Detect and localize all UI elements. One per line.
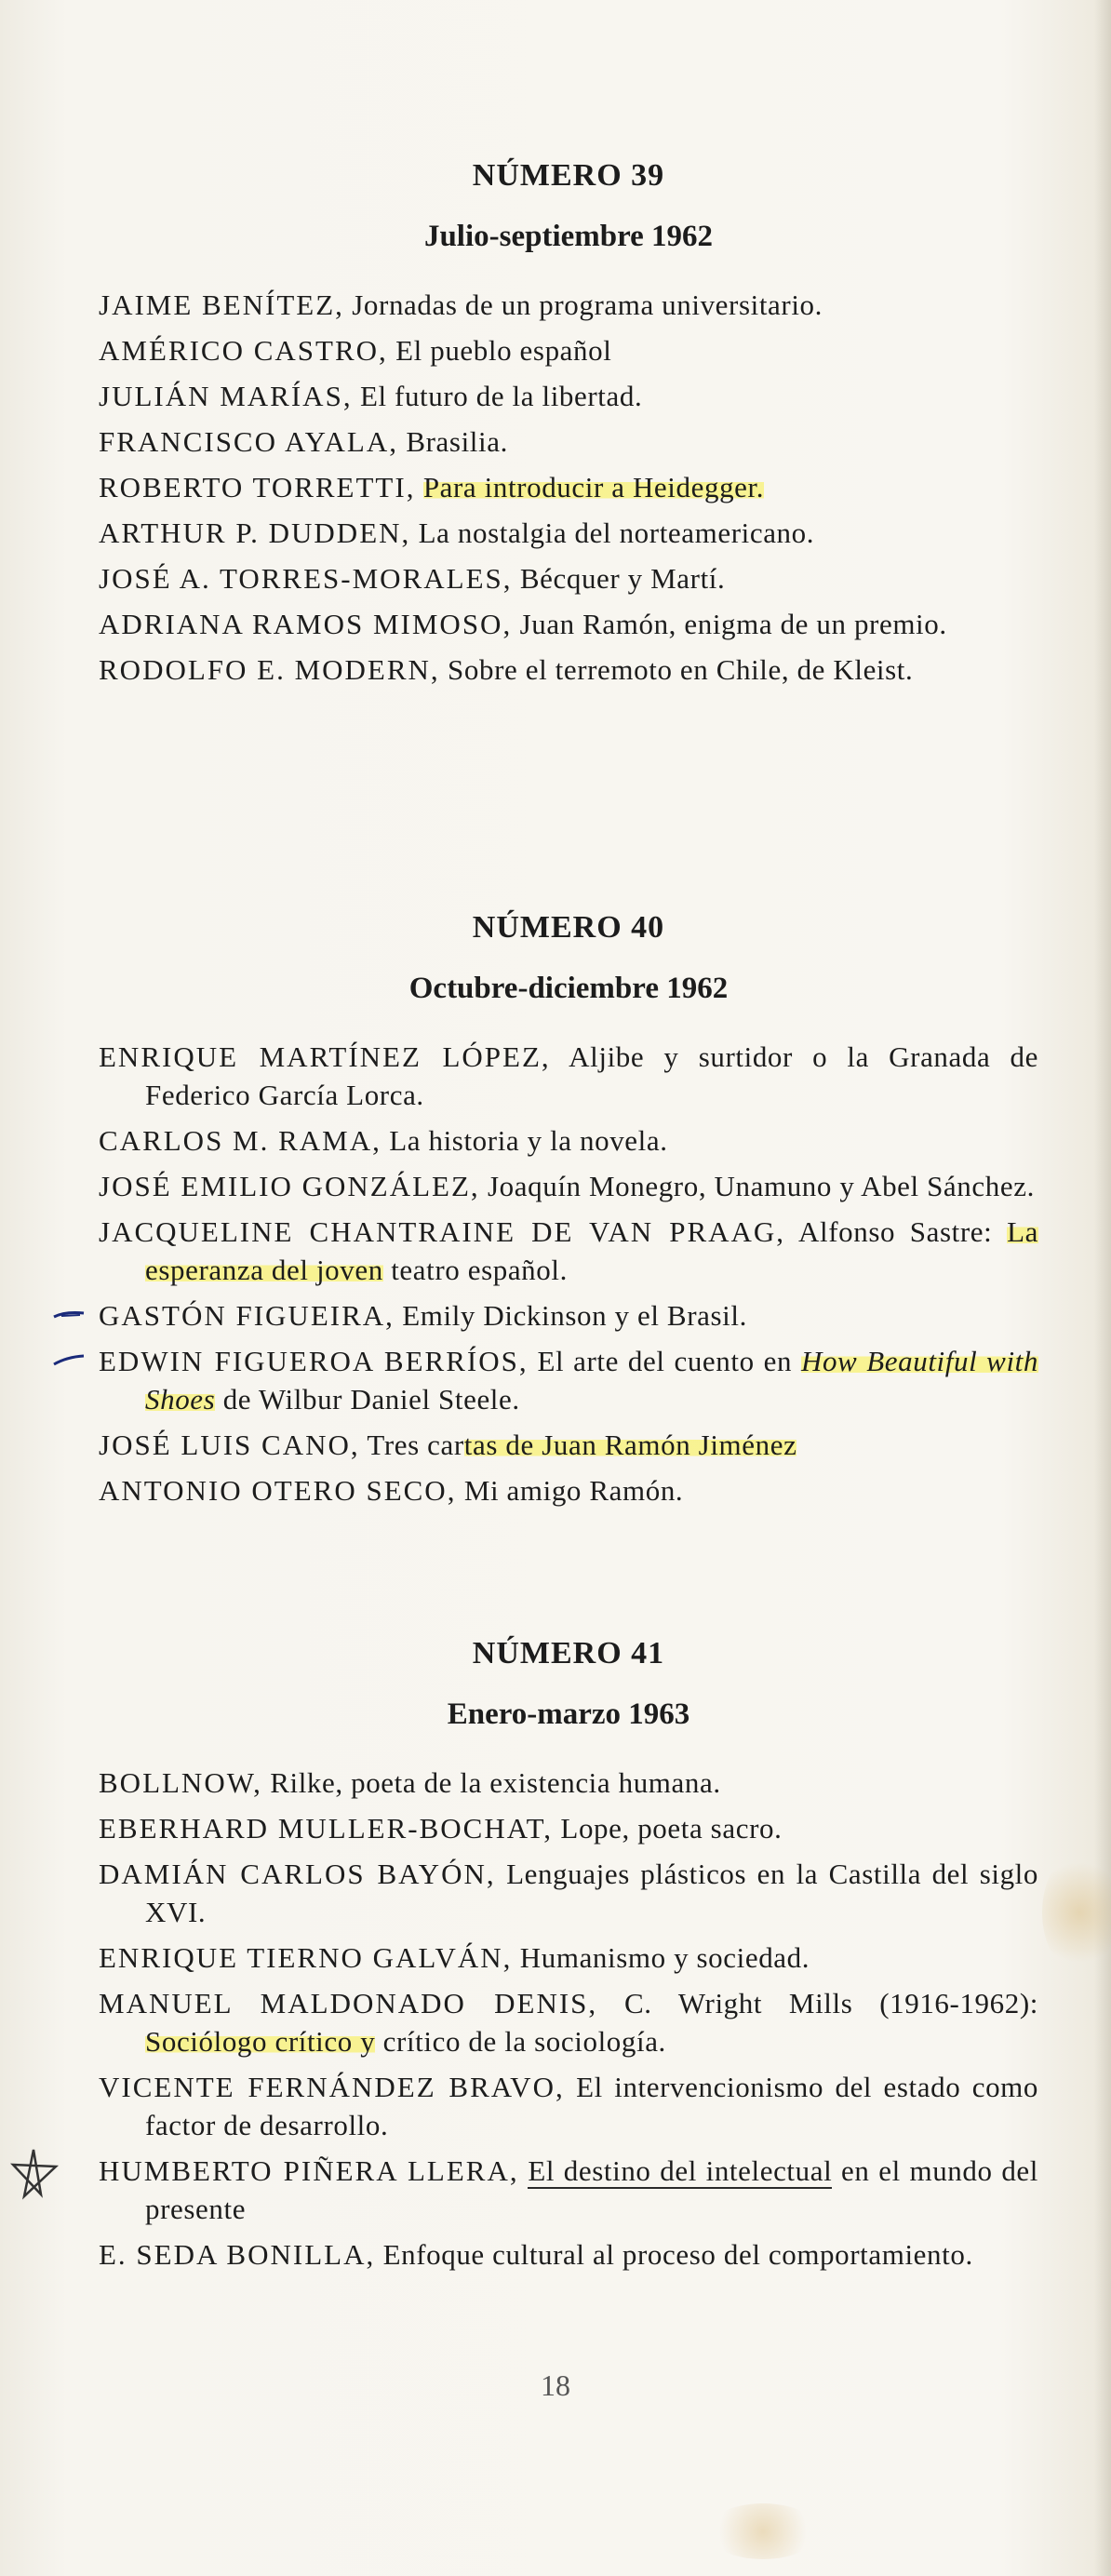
entry-author: VICENTE FERNÁNDEZ BRAVO, bbox=[99, 2071, 565, 2103]
page-number: 18 bbox=[541, 2368, 570, 2402]
entry-title: El pueblo español bbox=[395, 334, 612, 367]
toc-entry bbox=[99, 423, 1038, 461]
entry-title: El futuro de la libertad. bbox=[359, 380, 643, 412]
toc-entry bbox=[99, 1296, 1038, 1335]
toc-entry bbox=[99, 1984, 1038, 2060]
toc-entry bbox=[99, 1764, 1038, 1802]
entry-title: Lenguajes plásticos en la Castilla del siglo XVI. bbox=[145, 1858, 1038, 1928]
entry-author: DAMIÁN CARLOS BAYÓN, bbox=[99, 1858, 496, 1890]
entry-title: Jornadas de un programa universitario. bbox=[352, 288, 823, 321]
issue-number-heading: NÚMERO 39 bbox=[472, 158, 665, 193]
entry-title: El intervencionismo del estado como factor de desarrollo. bbox=[145, 2071, 1038, 2141]
entry-author: ENRIQUE MARTÍNEZ LÓPEZ, bbox=[99, 1040, 551, 1073]
entry-author: AMÉRICO CASTRO, bbox=[99, 334, 388, 367]
entry-title: C. Wright Mills (1916-1962): bbox=[624, 1987, 1038, 2019]
entry-title: Brasilia. bbox=[406, 425, 508, 458]
entry-title: Humanismo y sociedad. bbox=[519, 1941, 810, 1974]
entry-title: Enfoque cultural al proceso del comportamiento. bbox=[382, 2238, 973, 2271]
entry-title: Rilke, poeta de la existencia humana. bbox=[270, 1766, 721, 1799]
entry-title: Juan Ramón, enigma de un premio. bbox=[519, 608, 947, 640]
entry-title-highlighted: tas de Juan Ramón Jiménez bbox=[463, 1429, 797, 1461]
entry-author: RODOLFO E. MODERN, bbox=[99, 653, 440, 686]
paper-stain bbox=[1042, 1852, 1111, 1973]
toc-entry bbox=[99, 331, 1038, 369]
entry-title-highlighted: Para introducir a Heidegger. bbox=[422, 471, 765, 503]
toc-entry bbox=[99, 1471, 1038, 1509]
entry-title-italic: How Beautiful with Shoes bbox=[145, 1345, 1038, 1415]
toc-entry bbox=[99, 651, 1038, 689]
toc-entry bbox=[99, 1167, 1038, 1205]
entry-title: Alfonso Sastre: bbox=[798, 1215, 993, 1248]
entry-author: BOLLNOW, bbox=[99, 1766, 262, 1799]
entry-author: JACQUELINE CHANTRAINE DE VAN PRAAG, bbox=[99, 1215, 786, 1248]
toc-entry bbox=[99, 377, 1038, 415]
entry-title: Sobre el terremoto en Chile, de Kleist. bbox=[448, 653, 914, 686]
toc-entry bbox=[99, 605, 1038, 643]
entry-title: Joaquín Monegro, Unamuno y Abel Sánchez. bbox=[488, 1170, 1035, 1202]
toc-entry bbox=[99, 1426, 1038, 1464]
issue-number-heading: NÚMERO 40 bbox=[472, 910, 665, 945]
entry-author: EBERHARD MULLER-BOCHAT, bbox=[99, 1812, 554, 1845]
toc-entry bbox=[99, 1809, 1038, 1847]
entry-author: JOSÉ A. TORRES-MORALES, bbox=[99, 562, 513, 595]
issue-date-heading: Julio-septiembre 1962 bbox=[423, 220, 714, 253]
issue-number-heading: NÚMERO 41 bbox=[472, 1636, 665, 1670]
entry-title: La nostalgia del norteamericano. bbox=[418, 517, 815, 549]
pen-check-mark-icon bbox=[52, 1353, 86, 1366]
entry-title: Mi amigo Ramón. bbox=[463, 1474, 684, 1507]
issue-section-41 bbox=[99, 1636, 1038, 2281]
toc-entry bbox=[99, 1939, 1038, 1977]
toc-entry bbox=[99, 2068, 1038, 2144]
entry-author: JAIME BENÍTEZ, bbox=[99, 288, 344, 321]
entry-title: Emily Dickinson y el Brasil. bbox=[402, 1299, 747, 1332]
issue-date-heading: Octubre-diciembre 1962 bbox=[408, 972, 729, 1005]
entry-title: La historia y la novela. bbox=[389, 1124, 668, 1157]
entry-title-highlighted: La esperanza del joven bbox=[145, 1215, 1038, 1286]
entry-title: Tres car bbox=[367, 1429, 464, 1461]
entry-author: ANTONIO OTERO SECO, bbox=[99, 1474, 457, 1507]
entry-author: CARLOS M. RAMA, bbox=[99, 1124, 381, 1157]
entry-title: de Wilbur Daniel Steele. bbox=[222, 1383, 520, 1415]
toc-entry bbox=[99, 1342, 1038, 1418]
entry-title: crítico de la sociología. bbox=[382, 2025, 666, 2058]
paper-stain bbox=[707, 2503, 819, 2559]
pen-check-mark-icon bbox=[52, 1308, 86, 1321]
entry-title-highlighted: Sociólogo crítico y bbox=[145, 2025, 376, 2058]
entry-author: EDWIN FIGUEROA BERRÍOS, bbox=[99, 1345, 529, 1377]
issue-section-39 bbox=[99, 158, 1038, 696]
toc-entry bbox=[99, 1213, 1038, 1289]
toc-entry bbox=[99, 1121, 1038, 1160]
entry-author: JOSÉ LUIS CANO, bbox=[99, 1429, 360, 1461]
toc-entry bbox=[99, 1038, 1038, 1114]
entry-author: ENRIQUE TIERNO GALVÁN, bbox=[99, 1941, 513, 1974]
toc-entry bbox=[99, 286, 1038, 324]
issue-section-40 bbox=[99, 910, 1038, 1517]
toc-entry bbox=[99, 2235, 1038, 2274]
entry-author: FRANCISCO AYALA, bbox=[99, 425, 398, 458]
entry-title: Lope, poeta sacro. bbox=[560, 1812, 783, 1845]
entry-author: ADRIANA RAMOS MIMOSO, bbox=[99, 608, 513, 640]
toc-entry bbox=[99, 559, 1038, 597]
entry-author: JOSÉ EMILIO GONZÁLEZ, bbox=[99, 1170, 480, 1202]
entry-author: GASTÓN FIGUEIRA, bbox=[99, 1299, 395, 1332]
entry-title: en el mundo del presente bbox=[145, 2154, 1038, 2225]
entry-author: ROBERTO TORRETTI, bbox=[99, 471, 416, 503]
entry-author: MANUEL MALDONADO DENIS, bbox=[99, 1987, 598, 2019]
toc-entry bbox=[99, 514, 1038, 552]
toc-entry bbox=[99, 2152, 1038, 2228]
entry-author: E. SEDA BONILLA, bbox=[99, 2238, 376, 2271]
entry-title-underlined: El destino del intelectual bbox=[528, 2154, 833, 2187]
entry-author: ARTHUR P. DUDDEN, bbox=[99, 517, 411, 549]
entry-title: Bécquer y Martí. bbox=[519, 562, 726, 595]
entry-author: JULIÁN MARÍAS, bbox=[99, 380, 353, 412]
entry-title: Aljibe y surtidor o la Granada de Federico García Lorca. bbox=[145, 1040, 1038, 1111]
toc-entry bbox=[99, 1855, 1038, 1931]
page-spine-shadow bbox=[1094, 0, 1111, 2576]
entry-author: HUMBERTO PIÑERA LLERA, bbox=[99, 2154, 519, 2187]
entry-title: teatro español. bbox=[391, 1254, 568, 1286]
toc-entry bbox=[99, 468, 1038, 506]
pen-star-mark-icon bbox=[6, 2146, 61, 2202]
issue-date-heading: Enero-marzo 1963 bbox=[447, 1697, 690, 1731]
entry-title: El arte del cuento en bbox=[537, 1345, 793, 1377]
